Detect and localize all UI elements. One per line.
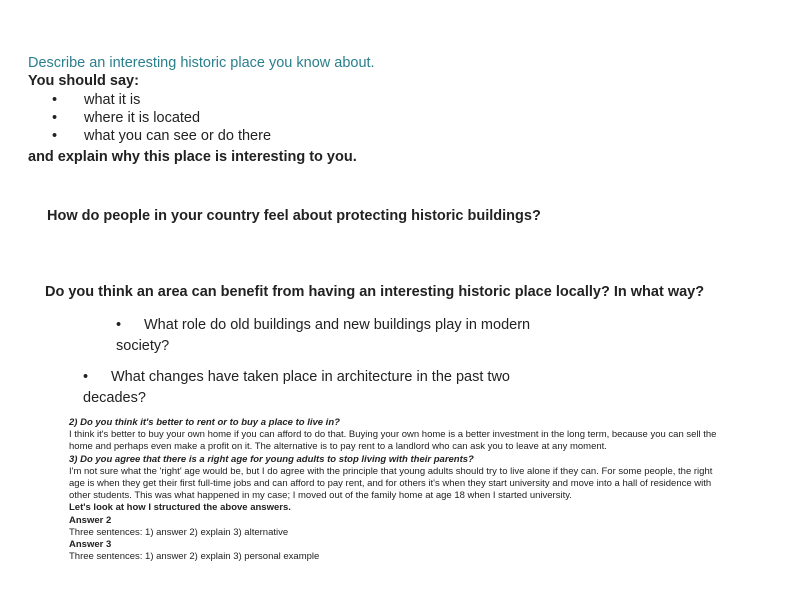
question-architecture-changes bbox=[83, 367, 553, 409]
cue-card-bullet-text: what it is bbox=[84, 92, 141, 108]
answer-heading-q2: 2) Do you think it's better to rent or to buy a place to live in? bbox=[69, 417, 340, 428]
answer2-structure: Three sentences: 1) answer 2) explain 3) alternative bbox=[69, 526, 289, 538]
bullet-icon: • bbox=[116, 317, 122, 333]
list-item bbox=[52, 109, 271, 127]
cue-card-say-label: You should say: bbox=[28, 73, 139, 89]
answer2-label: Answer 2 bbox=[69, 514, 112, 526]
answer-text-q2: I think it's better to buy your own home if you can afford to do that. Buying your own home is a better investment in the long term, because you can sell the home and perhaps even make a profit on it. The alternative is to pay rent to a landlord who can ask you to leave at any moment. bbox=[69, 429, 717, 453]
answer3-label: Answer 3 bbox=[69, 539, 112, 551]
bullet-icon: • bbox=[83, 369, 89, 385]
question-text: What changes have taken place in architecture in the past two decades? bbox=[83, 369, 510, 406]
bullet-icon: • bbox=[52, 128, 58, 144]
cue-card-bullet-text: where it is located bbox=[84, 110, 201, 126]
bullet-icon: • bbox=[52, 110, 58, 126]
cue-card-bullet-list bbox=[52, 91, 271, 145]
sample-answers bbox=[69, 417, 729, 563]
list-item bbox=[52, 91, 271, 109]
bullet-icon: • bbox=[52, 92, 58, 108]
question-area-benefit: Do you think an area can benefit from having an interesting historic place locally? In what way? bbox=[45, 284, 705, 300]
question-text: What role do old buildings and new buildings play in modern society? bbox=[116, 317, 531, 354]
question-protecting-buildings: How do people in your country feel about protecting historic buildings? bbox=[47, 208, 541, 224]
list-item bbox=[52, 127, 271, 145]
answer3-structure: Three sentences: 1) answer 2) explain 3) personal example bbox=[69, 551, 320, 563]
cue-card-prompt: Describe an interesting historic place you know about. bbox=[28, 55, 375, 71]
answer-text-q3: I'm not sure what the 'right' age would be, but I do agree with the principle that young adults should try to live alone if they can. For some people, the right age is when they get their first full-time jobs and can afford to pay rent, and for others it's when they start university and move into a hall of residence with other students. This was what happened in my case; I moved out of the family home at age 18 when I started university. bbox=[69, 465, 713, 502]
answer-heading-q3: 3) Do you agree that there is a right age for young adults to stop living with their parents? bbox=[69, 453, 474, 465]
cue-card-bullet-text: what you can see or do there bbox=[84, 128, 272, 144]
cue-card-explain: and explain why this place is interesting to you. bbox=[28, 149, 357, 165]
question-old-new-buildings bbox=[116, 315, 576, 357]
structure-heading: Let's look at how I structured the above answers. bbox=[69, 502, 291, 514]
